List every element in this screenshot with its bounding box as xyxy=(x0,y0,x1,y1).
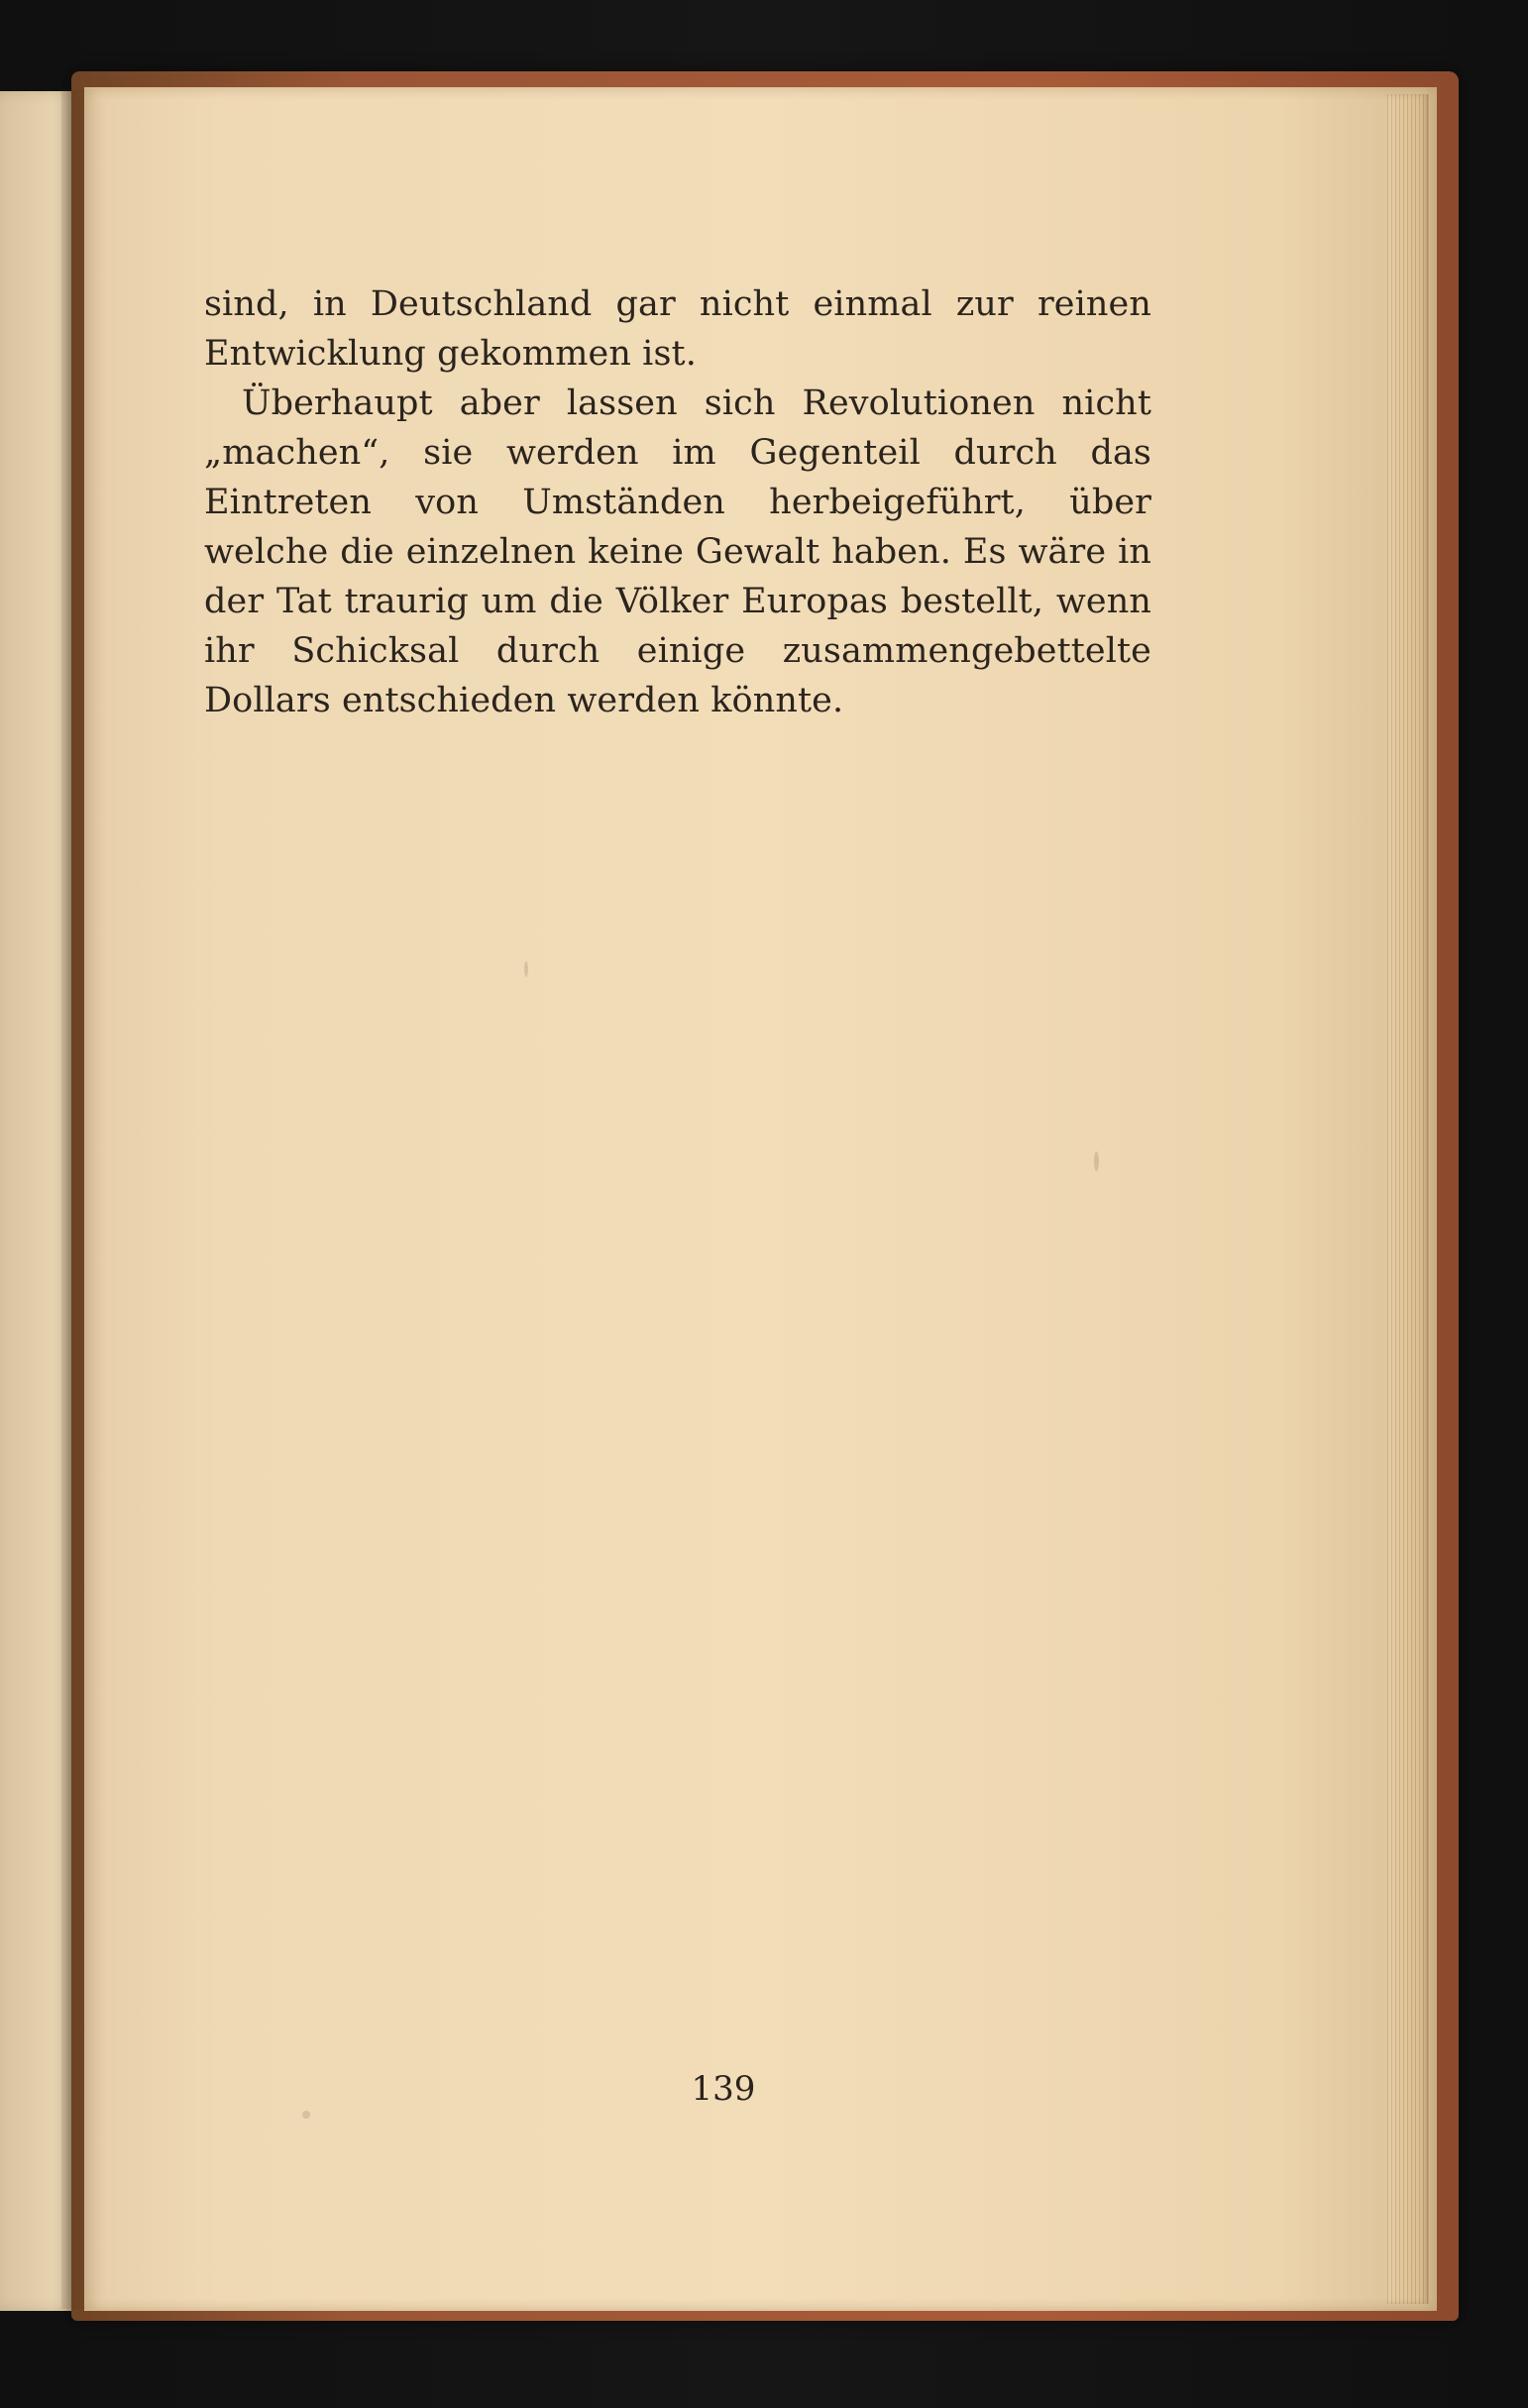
page-text xyxy=(204,279,1151,725)
paper-speck xyxy=(524,961,528,977)
paragraph-2: Überhaupt aber lassen sich Revolutionen nicht „machen“, sie werden im Gegenteil durch das Eintreten von Umständen herbeigeführt, über welche die einzelnen keine Gewalt haben. Es wäre in der Tat traurig um die Völker Europas bestellt, wenn ihr Schicksal durch einige zusammengebettelte Dollars entschieden werden könnte. xyxy=(204,383,1151,720)
paragraph-1: sind, in Deutschland gar nicht einmal zur reinen Entwicklung gekommen ist. xyxy=(204,284,1151,374)
paper-speck xyxy=(302,2111,310,2119)
page-stack-edge xyxy=(1387,94,1429,2304)
page-number: 139 xyxy=(691,2069,756,2109)
gutter-shadow xyxy=(61,89,97,2309)
paper-speck xyxy=(1094,1151,1099,1171)
